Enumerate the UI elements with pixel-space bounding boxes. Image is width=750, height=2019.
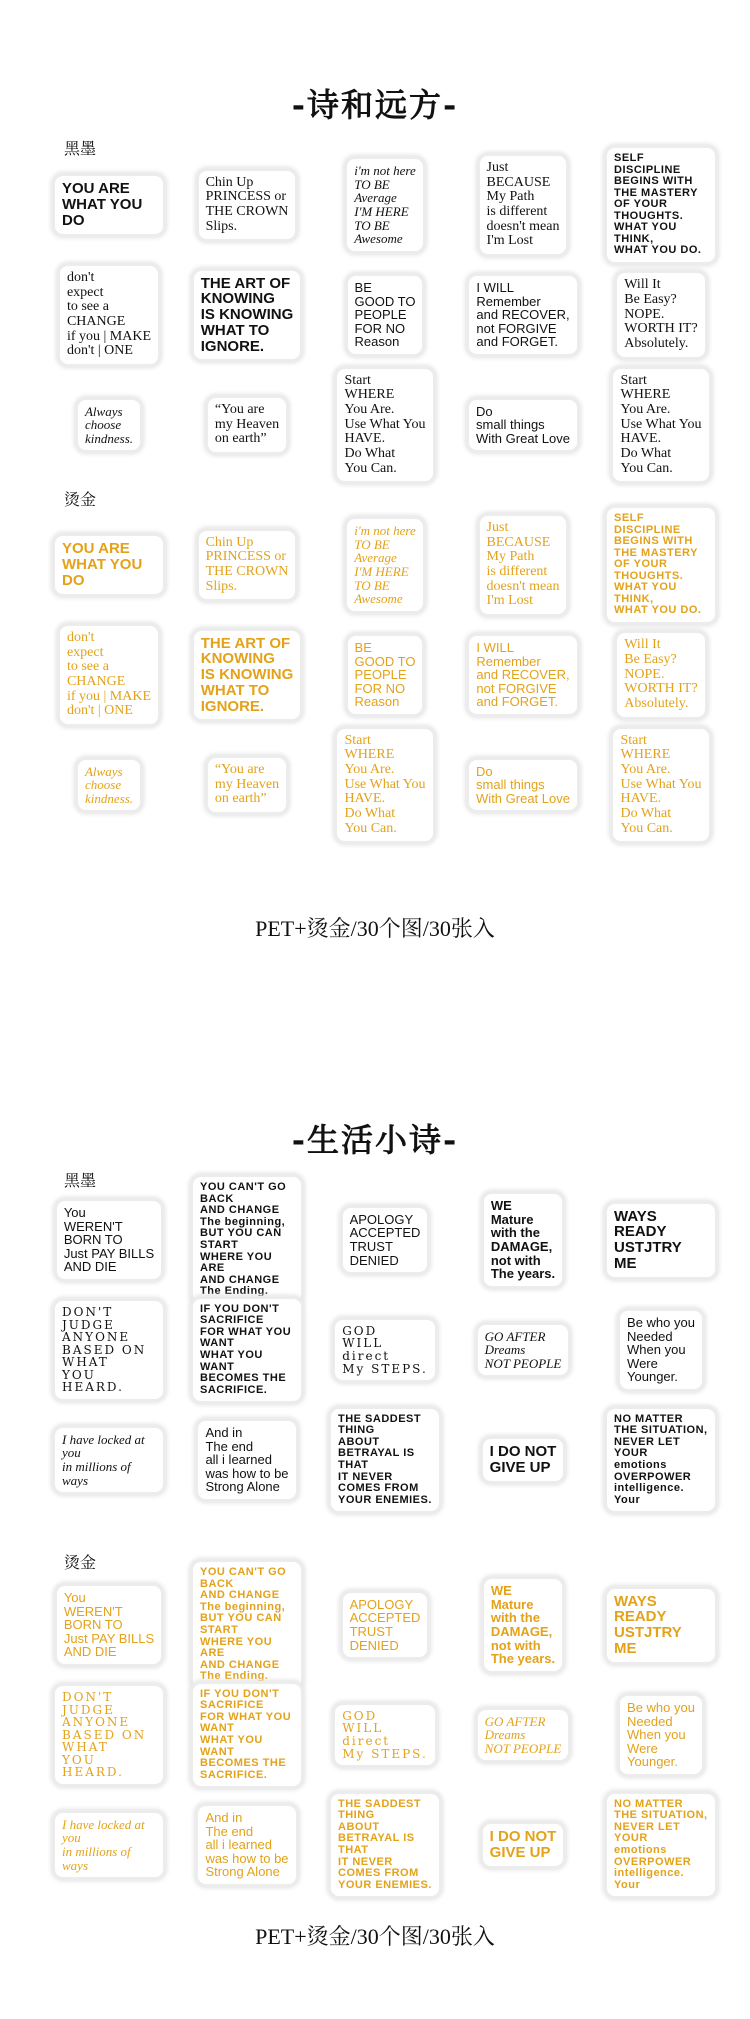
sticker: WAYS READY USTJTRY ME: [607, 1589, 715, 1662]
s2-black-cell: [40, 1295, 178, 1405]
sticker: THE SADDEST THING ABOUT BETRAYAL IS THAT IT NEVER COMES FROM YOUR ENEMIES.: [331, 1794, 439, 1896]
sticker: Always choose kindness.: [78, 760, 140, 811]
s2-black-cell: [592, 1185, 730, 1295]
sticker: Do small things With Great Love: [469, 760, 577, 811]
s2-gold-cell: [592, 1570, 730, 1680]
s1-gold-cell: [40, 730, 178, 840]
s2-black-cell: [316, 1405, 454, 1515]
sticker: WAYS READY USTJTRY ME: [607, 1204, 715, 1277]
section1-black-label: 黑墨: [64, 139, 97, 158]
sticker: Start WHERE You Are. Use What You HAVE. Do What You Can.: [337, 369, 432, 482]
sticker: NO MATTER THE SITUATION, NEVER LET YOUR emotions OVERPOWER intelligence. Your: [607, 1794, 715, 1896]
s1-gold-cell: [592, 510, 730, 620]
sticker: GO AFTER Dreams NOT PEOPLE: [478, 1710, 569, 1761]
sticker: i'm not here TO BE Average I'M HERE TO BE Awesome: [347, 159, 423, 251]
s1-gold-cell: [178, 730, 316, 840]
s2-gold-cell: [40, 1570, 178, 1680]
s1-gold-cell: [40, 620, 178, 730]
s1-black-cell: [316, 150, 454, 260]
s2-black-cell: [178, 1405, 316, 1515]
s2-gold-cell: [454, 1680, 592, 1790]
s1-black-cell: [178, 150, 316, 260]
s1-gold-cell: [316, 730, 454, 840]
sticker: GOD WILL direct My STEPS.: [335, 1320, 435, 1380]
section2-black-grid: [40, 1181, 730, 1515]
s2-black-cell: [454, 1295, 592, 1405]
s1-gold-cell: [454, 620, 592, 730]
s2-gold-cell: [178, 1680, 316, 1790]
s1-gold-cell: [178, 510, 316, 620]
s1-black-cell: [178, 260, 316, 370]
s1-gold-cell: [40, 510, 178, 620]
section1-title: -诗和远方-: [291, 86, 459, 124]
sticker: YOU ARE WHAT YOU DO: [55, 176, 163, 233]
section2-title: -生活小诗-: [291, 1121, 459, 1159]
sticker: THE SADDEST THING ABOUT BETRAYAL IS THAT IT NEVER COMES FROM YOUR ENEMIES.: [331, 1409, 439, 1511]
s1-black-cell: [592, 260, 730, 370]
s2-black-cell: [316, 1295, 454, 1405]
sticker: THE ART OF KNOWING IS KNOWING WHAT TO IGNORE.: [194, 631, 301, 720]
sticker: Just BECAUSE My Path is different doesn't mean I'm Lost: [480, 516, 567, 614]
section2-black-label: 黑墨: [64, 1171, 97, 1190]
sticker: I WILL Remember and RECOVER, not FORGIVE and FORGET.: [469, 276, 576, 354]
sticker: Be who you Needed When you Were Younger.: [620, 1311, 702, 1389]
s2-gold-cell: [592, 1680, 730, 1790]
s2-gold-cell: [316, 1680, 454, 1790]
s2-black-cell: [178, 1181, 316, 1298]
sticker: DON'T JUDGE ANYONE BASED ON WHAT YOU HEARD.: [55, 1301, 163, 1399]
sticker: WE Mature with the DAMAGE, not with The years.: [484, 1194, 562, 1286]
sticker: BE GOOD TO PEOPLE FOR NO Reason: [348, 636, 423, 714]
sticker: BE GOOD TO PEOPLE FOR NO Reason: [348, 276, 423, 354]
s2-black-cell: [454, 1185, 592, 1295]
s1-black-cell: [178, 370, 316, 480]
sticker: Chin Up PRINCESS or THE CROWN Slips.: [199, 171, 296, 240]
sticker: GOD WILL direct My STEPS.: [335, 1705, 435, 1765]
s2-gold-cell: [316, 1790, 454, 1900]
sticker: YOU ARE WHAT YOU DO: [55, 536, 163, 593]
s2-gold-cell: [592, 1790, 730, 1900]
sticker: Will It Be Easy? NOPE. WORTH IT? Absolutely.: [617, 273, 704, 356]
s1-gold-cell: [592, 620, 730, 730]
sticker: Start WHERE You Are. Use What You HAVE. Do What You Can.: [337, 729, 432, 842]
sticker: Start WHERE You Are. Use What You HAVE. Do What You Can.: [613, 369, 708, 482]
sticker: WE Mature with the DAMAGE, not with The years.: [484, 1579, 562, 1671]
sticker: I have locked at you in millions of ways: [55, 1813, 163, 1878]
sticker: don't expect to see a CHANGE if you | MAKE don't | ONE: [60, 626, 158, 724]
section1-black-grid: [40, 150, 730, 480]
sticker: I DO NOT GIVE UP: [483, 1824, 564, 1866]
s1-black-cell: [592, 150, 730, 260]
s2-black-cell: [592, 1405, 730, 1515]
s1-gold-cell: [592, 730, 730, 840]
sticker: Will It Be Easy? NOPE. WORTH IT? Absolutely.: [617, 633, 704, 716]
sticker: SELF DISCIPLINE BEGINS WITH THE MASTERY OF YOUR THOUGHTS. WHAT YOU THINK, WHAT YOU DO.: [607, 148, 715, 262]
s1-gold-cell: [454, 510, 592, 620]
sticker: IF YOU DON'T SACRIFICE FOR WHAT YOU WANT WHAT YOU WANT BECOMES THE SACRIFICE.: [193, 1684, 301, 1786]
s1-black-cell: [316, 370, 454, 480]
sticker: THE ART OF KNOWING IS KNOWING WHAT TO IGNORE.: [194, 271, 301, 360]
s1-black-cell: [40, 370, 178, 480]
sticker: YOU CAN'T GO BACK AND CHANGE The beginning, BUT YOU CAN START WHERE YOU ARE AND CHANGE The Ending.: [193, 1177, 301, 1302]
section1-gold-grid: [40, 510, 730, 840]
section2-gold-label: 烫金: [64, 1553, 97, 1572]
sticker: “You are my Heaven on earth”: [208, 758, 286, 812]
s2-black-cell: [40, 1405, 178, 1515]
sticker: don't expect to see a CHANGE if you | MAKE don't | ONE: [60, 266, 158, 364]
s2-gold-cell: [40, 1680, 178, 1790]
s1-black-cell: [592, 370, 730, 480]
s1-black-cell: [40, 260, 178, 370]
sticker: I have locked at you in millions of ways: [55, 1428, 163, 1493]
sticker: You WEREN'T BORN TO Just PAY BILLS AND DIE: [57, 1586, 161, 1664]
s2-gold-cell: [454, 1570, 592, 1680]
section1-gold-label: 烫金: [64, 490, 97, 509]
s2-black-cell: [178, 1295, 316, 1405]
s1-black-cell: [454, 260, 592, 370]
s1-gold-cell: [316, 620, 454, 730]
s2-gold-cell: [454, 1790, 592, 1900]
s1-gold-cell: [316, 510, 454, 620]
sticker: SELF DISCIPLINE BEGINS WITH THE MASTERY OF YOUR THOUGHTS. WHAT YOU THINK, WHAT YOU DO.: [607, 508, 715, 622]
s1-black-cell: [316, 260, 454, 370]
sticker: Chin Up PRINCESS or THE CROWN Slips.: [199, 531, 296, 600]
s1-black-cell: [454, 370, 592, 480]
s2-black-cell: [316, 1185, 454, 1295]
sticker: i'm not here TO BE Average I'M HERE TO BE Awesome: [347, 519, 423, 611]
sticker: DON'T JUDGE ANYONE BASED ON WHAT YOU HEARD.: [55, 1686, 163, 1784]
sticker: And in The end all i learned was how to be Strong Alone: [198, 1421, 295, 1499]
s2-gold-cell: [40, 1790, 178, 1900]
sticker: Be who you Needed When you Were Younger.: [620, 1696, 702, 1774]
s2-black-cell: [592, 1295, 730, 1405]
s2-black-cell: [454, 1405, 592, 1515]
s1-black-cell: [40, 150, 178, 260]
s1-black-cell: [454, 150, 592, 260]
section1-caption: PET+烫金/30个图/30张入: [255, 916, 495, 941]
s1-gold-cell: [178, 620, 316, 730]
sticker: APOLOGY ACCEPTED TRUST DENIED: [343, 1208, 428, 1273]
section2-gold-grid: [40, 1566, 730, 1900]
sticker: I WILL Remember and RECOVER, not FORGIVE and FORGET.: [469, 636, 576, 714]
sticker: Do small things With Great Love: [469, 400, 577, 451]
s2-gold-cell: [178, 1790, 316, 1900]
sticker: YOU CAN'T GO BACK AND CHANGE The beginning, BUT YOU CAN START WHERE YOU ARE AND CHANGE The Ending.: [193, 1562, 301, 1687]
sticker: Always choose kindness.: [78, 400, 140, 451]
sticker: APOLOGY ACCEPTED TRUST DENIED: [343, 1593, 428, 1658]
s2-gold-cell: [178, 1566, 316, 1683]
sticker: I DO NOT GIVE UP: [483, 1439, 564, 1481]
sticker: NO MATTER THE SITUATION, NEVER LET YOUR emotions OVERPOWER intelligence. Your: [607, 1409, 715, 1511]
s1-gold-cell: [454, 730, 592, 840]
sticker: You WEREN'T BORN TO Just PAY BILLS AND DIE: [57, 1201, 161, 1279]
sticker: And in The end all i learned was how to be Strong Alone: [198, 1806, 295, 1884]
sticker: Start WHERE You Are. Use What You HAVE. Do What You Can.: [613, 729, 708, 842]
s2-gold-cell: [316, 1570, 454, 1680]
s2-black-cell: [40, 1185, 178, 1295]
section2-caption: PET+烫金/30个图/30张入: [255, 1924, 495, 1949]
sticker: Just BECAUSE My Path is different doesn't mean I'm Lost: [480, 156, 567, 254]
sticker: IF YOU DON'T SACRIFICE FOR WHAT YOU WANT WHAT YOU WANT BECOMES THE SACRIFICE.: [193, 1299, 301, 1401]
sticker: “You are my Heaven on earth”: [208, 398, 286, 452]
sticker: GO AFTER Dreams NOT PEOPLE: [478, 1325, 569, 1376]
